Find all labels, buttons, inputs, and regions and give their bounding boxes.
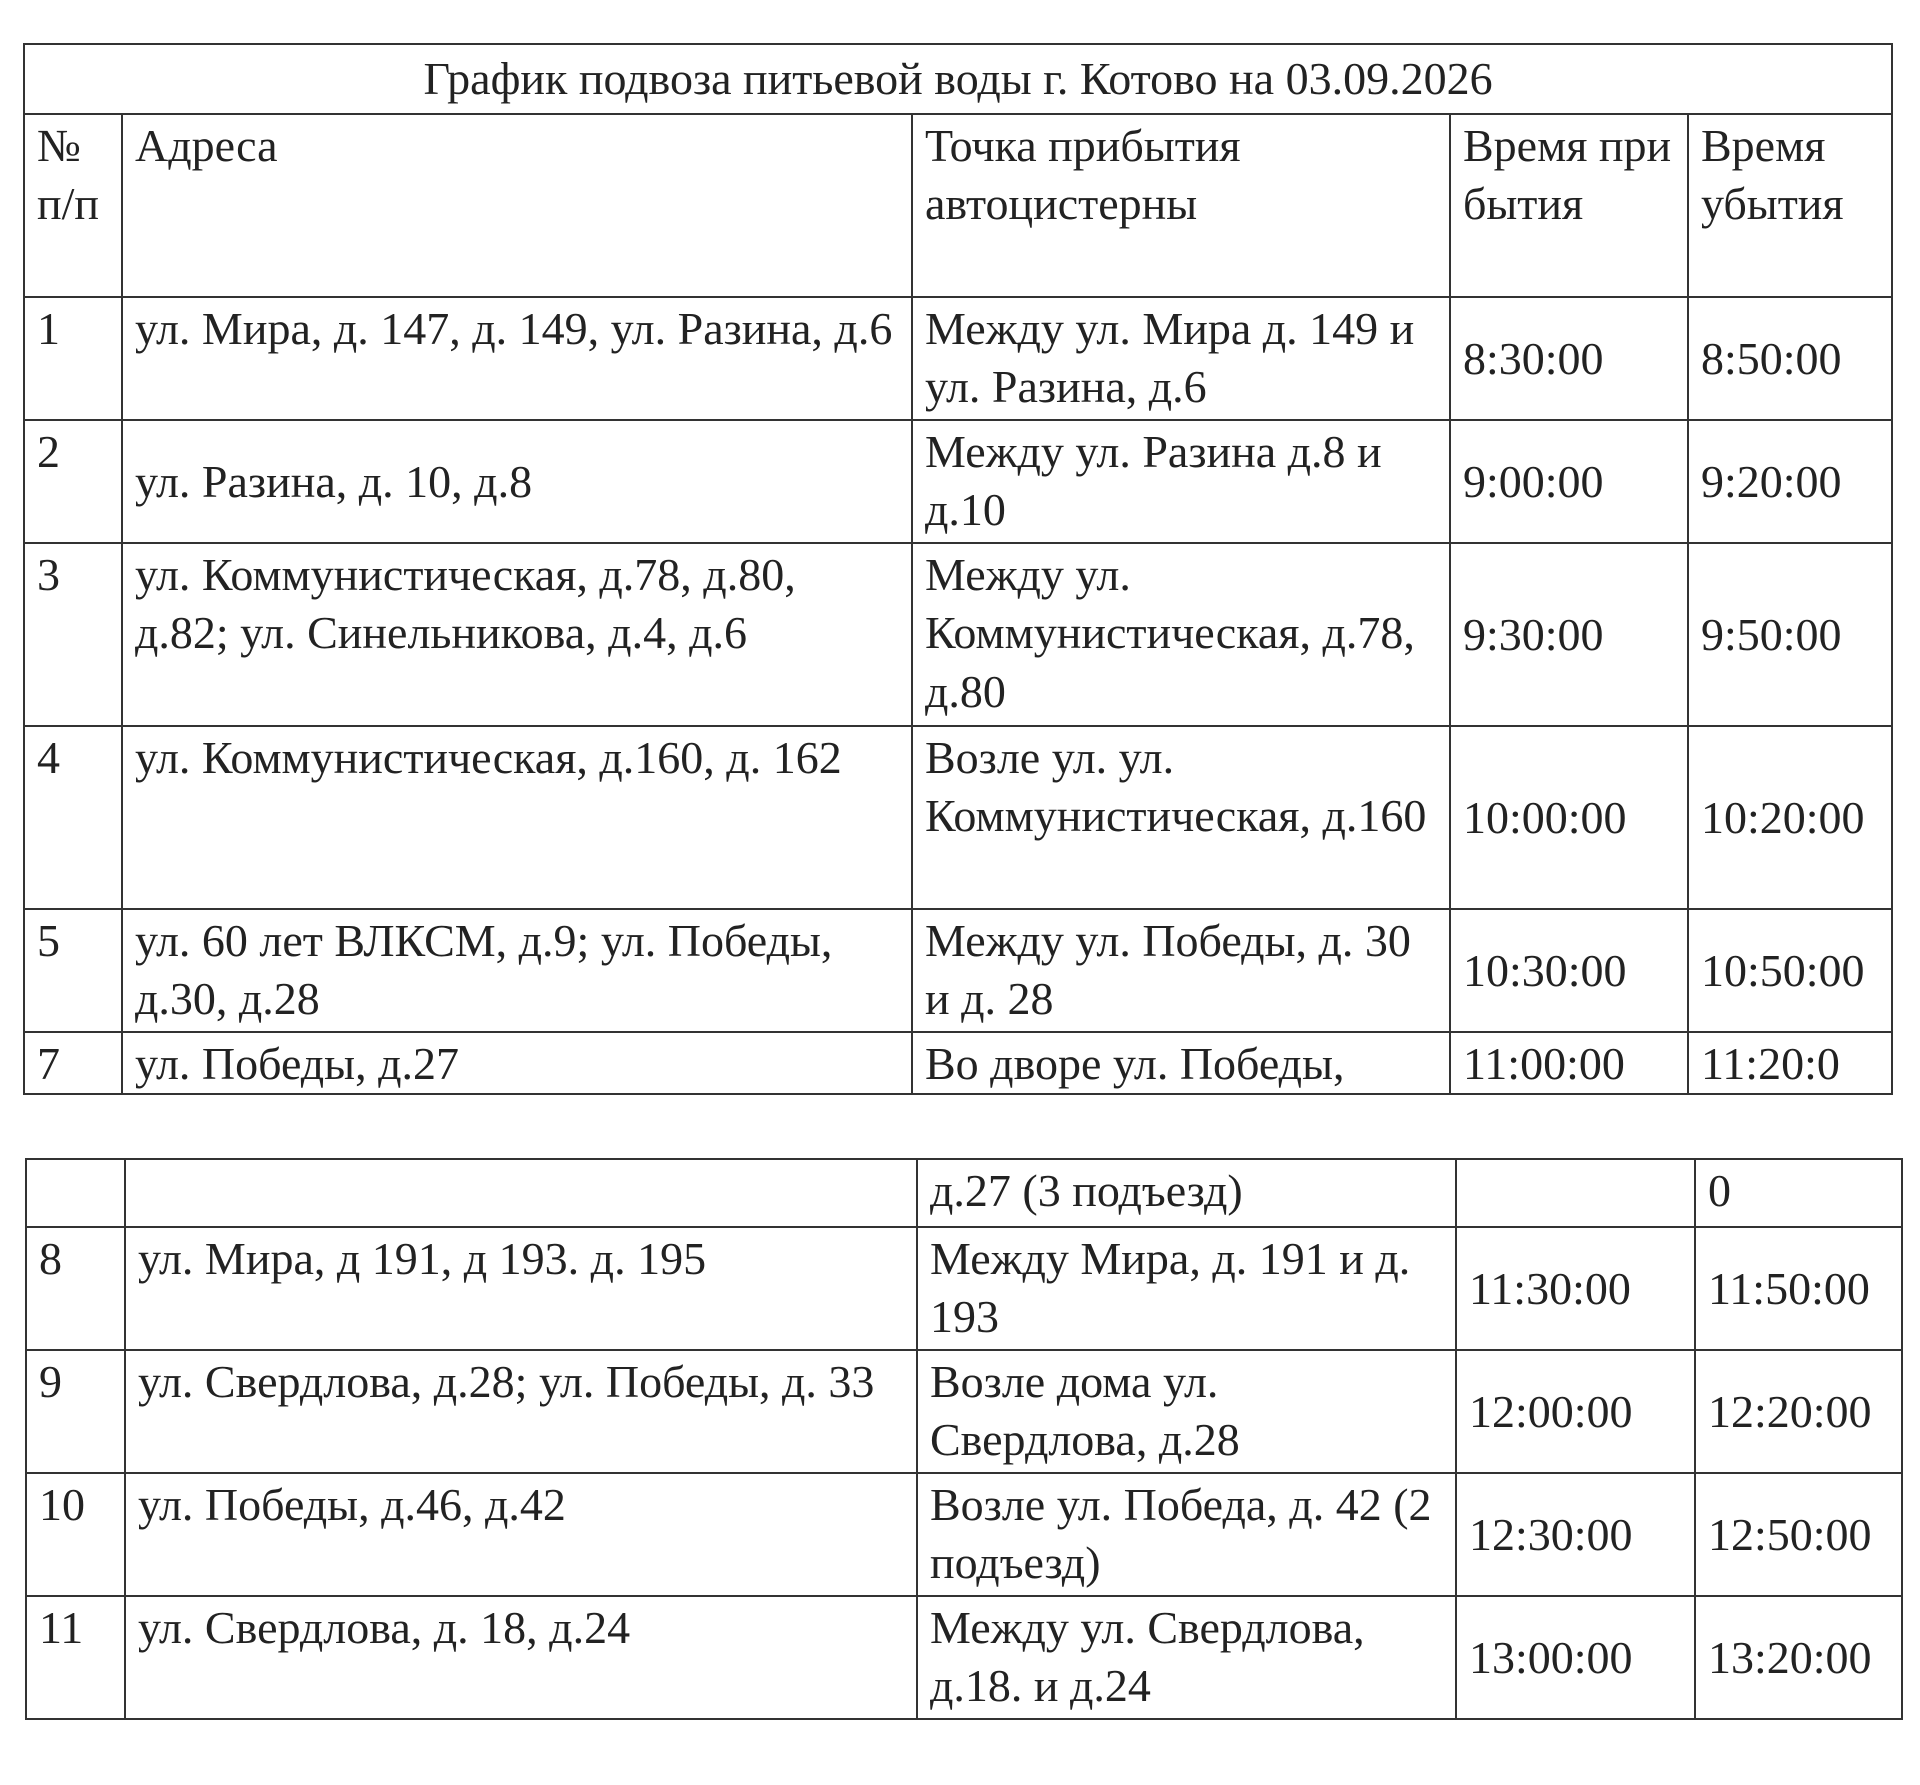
row-arrival: 10:00:00 (1450, 726, 1688, 909)
row-point: Между ул. Мира д. 149 и ул. Разина, д.6 (912, 297, 1450, 420)
table-row (26, 1227, 1902, 1350)
schedule-table-page-1 (23, 43, 1893, 1095)
row-departure: 12:20:00 (1695, 1350, 1902, 1473)
row-address: ул. Свердлова, д.28; ул. Победы, д. 33 (125, 1350, 917, 1473)
header-departure: Время убытия (1688, 114, 1892, 297)
row-point: Между ул. Свердлова, д.18. и д.24 (917, 1596, 1456, 1719)
table-row (24, 420, 1892, 543)
row-arrival: 10:30:00 (1450, 909, 1688, 1032)
row-point: д.27 (3 подъезд) (917, 1159, 1456, 1227)
row-num: 10 (26, 1473, 125, 1596)
table-row (26, 1350, 1902, 1473)
row-num: 7 (24, 1032, 122, 1094)
table-row (24, 726, 1892, 909)
row-point: Во дворе ул. Победы, (912, 1032, 1450, 1094)
row-arrival: 9:00:00 (1450, 420, 1688, 543)
row-point: Возле ул. ул. Коммунистическая, д.160 (912, 726, 1450, 909)
row-num: 3 (24, 543, 122, 726)
row-point: Между ул. Коммунистическая, д.78, д.80 (912, 543, 1450, 726)
row-num: 11 (26, 1596, 125, 1719)
table-row (24, 297, 1892, 420)
row-arrival (1456, 1159, 1695, 1227)
row-departure: 8:50:00 (1688, 297, 1892, 420)
header-address: Адреса (122, 114, 912, 297)
row-departure: 10:20:00 (1688, 726, 1892, 909)
continued-row (26, 1159, 1902, 1227)
row-departure: 0 (1695, 1159, 1902, 1227)
row-point: Между ул. Победы, д. 30 и д. 28 (912, 909, 1450, 1032)
row-departure: 9:50:00 (1688, 543, 1892, 726)
header-arrival: Время прибытия (1450, 114, 1688, 297)
row-point: Возле ул. Победа, д. 42 (2 подъезд) (917, 1473, 1456, 1596)
row-num: 9 (26, 1350, 125, 1473)
row-point: Между ул. Разина д.8 и д.10 (912, 420, 1450, 543)
row-num: 4 (24, 726, 122, 909)
table-row (26, 1596, 1902, 1719)
row-address: ул. Победы, д.27 (122, 1032, 912, 1094)
row-num: 2 (24, 420, 122, 543)
row-point: Возле дома ул. Свердлова, д.28 (917, 1350, 1456, 1473)
row-arrival: 9:30:00 (1450, 543, 1688, 726)
row-departure: 12:50:00 (1695, 1473, 1902, 1596)
row-address: ул. Разина, д. 10, д.8 (122, 420, 912, 543)
row-departure: 11:20:0 (1688, 1032, 1892, 1094)
row-point: Между Мира, д. 191 и д. 193 (917, 1227, 1456, 1350)
row-num: 1 (24, 297, 122, 420)
table-row (24, 1032, 1892, 1094)
row-address: ул. Свердлова, д. 18, д.24 (125, 1596, 917, 1719)
row-arrival: 11:00:00 (1450, 1032, 1688, 1094)
row-arrival: 11:30:00 (1456, 1227, 1695, 1350)
header-num: № п/п (24, 114, 122, 297)
row-departure: 9:20:00 (1688, 420, 1892, 543)
row-num: 5 (24, 909, 122, 1032)
schedule-title: График подвоза питьевой воды г. Котово на 03.09.2026 (24, 44, 1892, 114)
row-address: ул. Коммунистическая, д.160, д. 162 (122, 726, 912, 909)
table-row (24, 543, 1892, 726)
row-arrival: 13:00:00 (1456, 1596, 1695, 1719)
table-row (24, 909, 1892, 1032)
row-address: ул. Мира, д 191, д 193. д. 195 (125, 1227, 917, 1350)
row-arrival: 12:30:00 (1456, 1473, 1695, 1596)
row-address: ул. Мира, д. 147, д. 149, ул. Разина, д.6 (122, 297, 912, 420)
row-address (125, 1159, 917, 1227)
row-arrival: 12:00:00 (1456, 1350, 1695, 1473)
row-address: ул. Коммунистическая, д.78, д.80, д.82; ул. Синельникова, д.4, д.6 (122, 543, 912, 726)
row-departure: 11:50:00 (1695, 1227, 1902, 1350)
table-row (26, 1473, 1902, 1596)
schedule-table-page-2 (25, 1158, 1903, 1720)
row-address: ул. 60 лет ВЛКСМ, д.9; ул. Победы, д.30, д.28 (122, 909, 912, 1032)
row-num: 8 (26, 1227, 125, 1350)
row-address: ул. Победы, д.46, д.42 (125, 1473, 917, 1596)
row-departure: 13:20:00 (1695, 1596, 1902, 1719)
row-num (26, 1159, 125, 1227)
header-row (24, 114, 1892, 297)
row-departure: 10:50:00 (1688, 909, 1892, 1032)
header-point: Точка прибытия автоцистерны (912, 114, 1450, 297)
row-arrival: 8:30:00 (1450, 297, 1688, 420)
title-row (24, 44, 1892, 114)
